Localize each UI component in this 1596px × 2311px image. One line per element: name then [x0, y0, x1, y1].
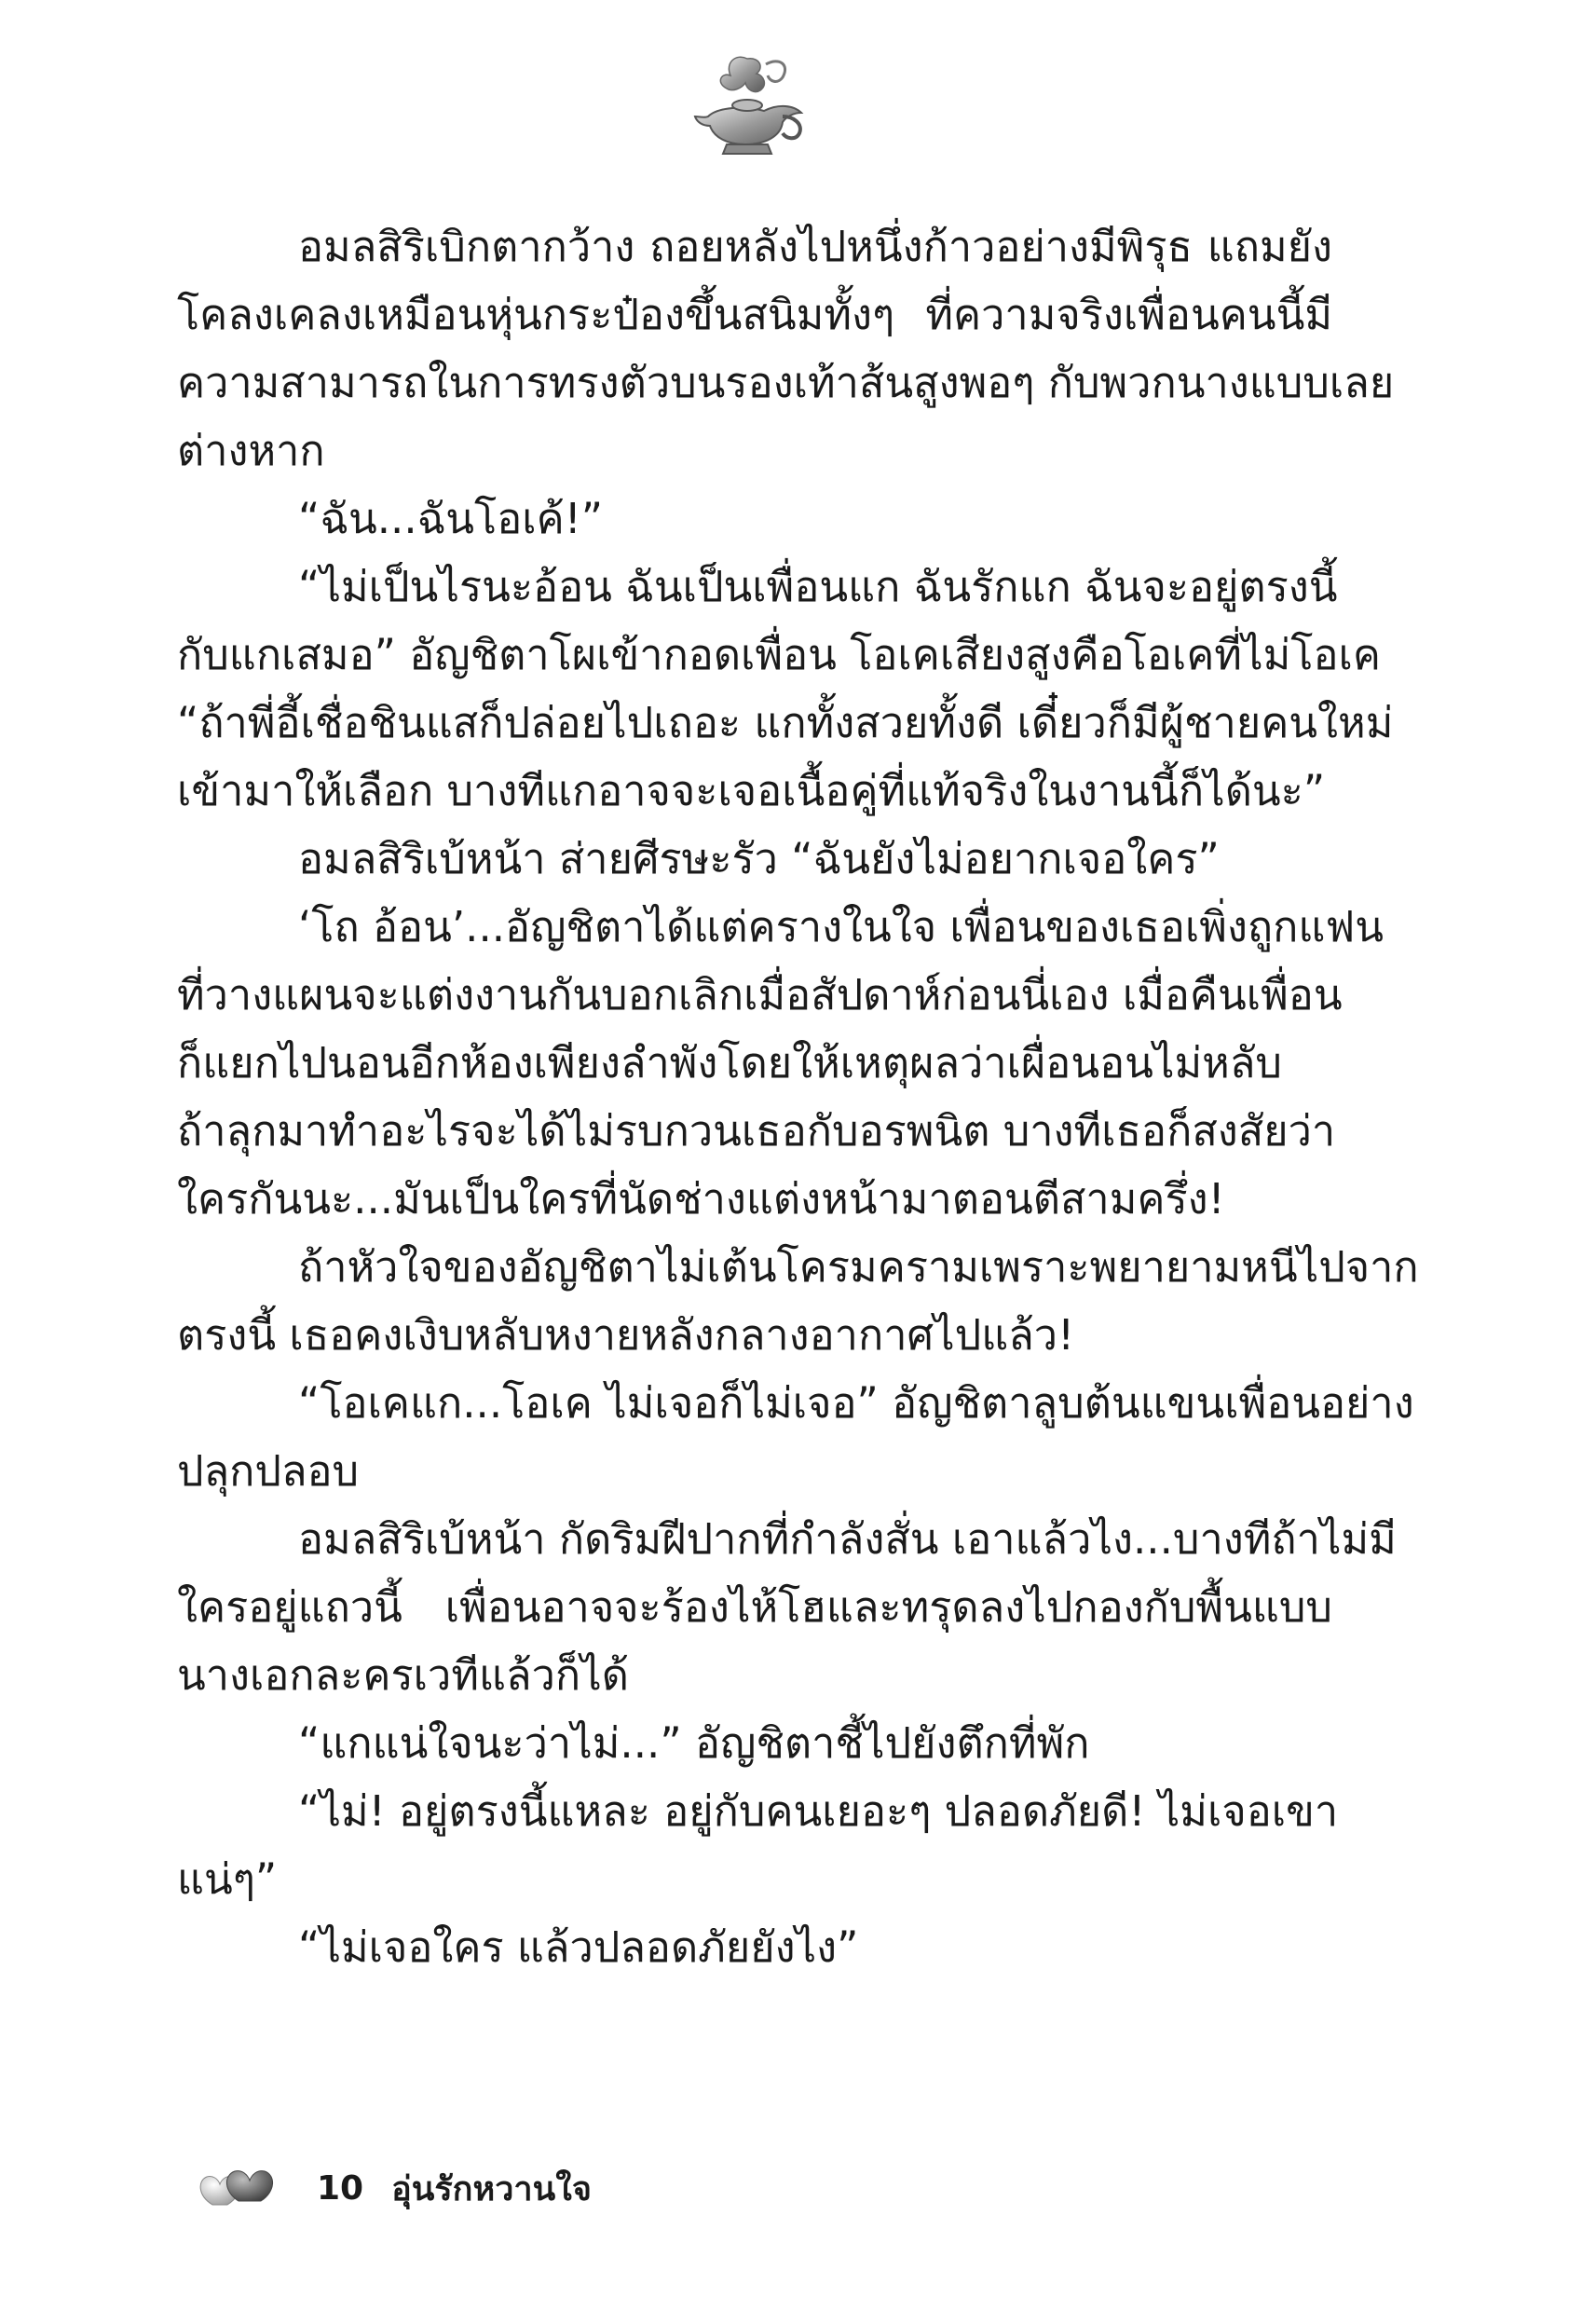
text-line: ถ้าหัวใจของอัญชิตาไม่เต้นโครมครามเพราะพยายามหนีไปจาก: [298, 1242, 1419, 1292]
book-title: อุ่นรักหวานใจ: [391, 2169, 592, 2208]
text-line: “ไม่! อยู่ตรงนี้แหละ อยู่กับคนเยอะๆ ปลอดภัยดี! ไม่เจอเขา: [298, 1786, 1339, 1836]
page-number: 10: [317, 2168, 364, 2208]
body-text: [177, 212, 1419, 1981]
text-line: ปลุกปลอบ: [177, 1446, 360, 1496]
text-line: ที่วางแผนจะแต่งงานกันบอกเลิกเมื่อสัปดาห์ก่อนนี่เอง เมื่อคืนเพื่อน: [177, 970, 1343, 1019]
text-line: ก็แยกไปนอนอีกห้องเพียงลำพังโดยให้เหตุผลว่าเผื่อนอนไม่หลับ: [177, 1038, 1282, 1087]
text-line: แน่ๆ”: [177, 1854, 278, 1904]
text-line: ตรงนี้ เธอคงเงิบหลับหงายหลังกลางอากาศไปแล้ว!: [177, 1310, 1075, 1360]
text-line: อมลสิริเบ้หน้า กัดริมฝีปากที่กำลังสั่น เอาแล้วไง...บางทีถ้าไม่มี: [298, 1514, 1397, 1564]
page-footer: [196, 2160, 592, 2216]
text-line: ใครอยู่แถวนี้ เพื่อนอาจจะร้องไห้โฮและทรุดลงไปกองกับพื้นแบบ: [177, 1582, 1332, 1632]
hearts-icon: [196, 2160, 280, 2216]
cupid-lamp-icon: [689, 51, 820, 163]
text-line: “ไม่เจอใคร แล้วปลอดภัยยังไง”: [298, 1922, 859, 1972]
text-line: เข้ามาให้เลือก บางทีแกอาจจะเจอเนื้อคู่ที่แท้จริงในงานนี้ก็ได้นะ”: [177, 766, 1326, 815]
text-line: ใครกันนะ...มันเป็นใครที่นัดช่างแต่งหน้ามาตอนตีสามครึ่ง!: [177, 1174, 1225, 1224]
text-line: “โอเคแก...โอเค ไม่เจอก็ไม่เจอ” อัญชิตาลูบต้นแขนเพื่อนอย่าง: [298, 1378, 1414, 1428]
text-line: ‘โถ อ้อน’...อัญชิตาได้แต่ครางในใจ เพื่อนของเธอเพิ่งถูกแฟน: [298, 902, 1385, 951]
text-line: อมลสิริเบ้หน้า ส่ายศีรษะรัว “ฉันยังไม่อยากเจอใคร”: [298, 834, 1220, 883]
text-line: “ไม่เป็นไรนะอ้อน ฉันเป็นเพื่อนแก ฉันรักแก ฉันจะอยู่ตรงนี้: [298, 562, 1338, 611]
text-line: นางเอกละครเวทีแล้วก็ได้: [177, 1650, 629, 1700]
text-line: ความสามารถในการทรงตัวบนรองเท้าส้นสูงพอๆ กับพวกนางแบบเลย: [177, 358, 1395, 407]
text-line: อมลสิริเบิกตากว้าง ถอยหลังไปหนึ่งก้าวอย่างมีพิรุธ แถมยัง: [298, 222, 1332, 271]
text-line: “ฉัน...ฉันโอเค้!”: [298, 494, 604, 543]
text-line: “ถ้าพี่อี้เชื่อชินแสก็ปล่อยไปเถอะ แกทั้งสวยทั้งดี เดี๋ยวก็มีผู้ชายคนใหม่: [177, 698, 1394, 747]
text-line: โคลงเคลงเหมือนหุ่นกระป๋องขึ้นสนิมทั้งๆ ที่ความจริงเพื่อนคนนี้มี: [177, 290, 1332, 339]
text-line: “แกแน่ใจนะว่าไม่...” อัญชิตาชี้ไปยังตึกที่พัก: [298, 1718, 1090, 1768]
text-line: ต่างหาก: [177, 426, 325, 475]
text-line: กับแกเสมอ” อัญชิตาโผเข้ากอดเพื่อน โอเคเสียงสูงคือโอเคที่ไม่โอเค: [177, 630, 1381, 679]
text-line: ถ้าลุกมาทำอะไรจะได้ไม่รบกวนเธอกับอรพนิต บางทีเธอก็สงสัยว่า: [177, 1106, 1336, 1156]
